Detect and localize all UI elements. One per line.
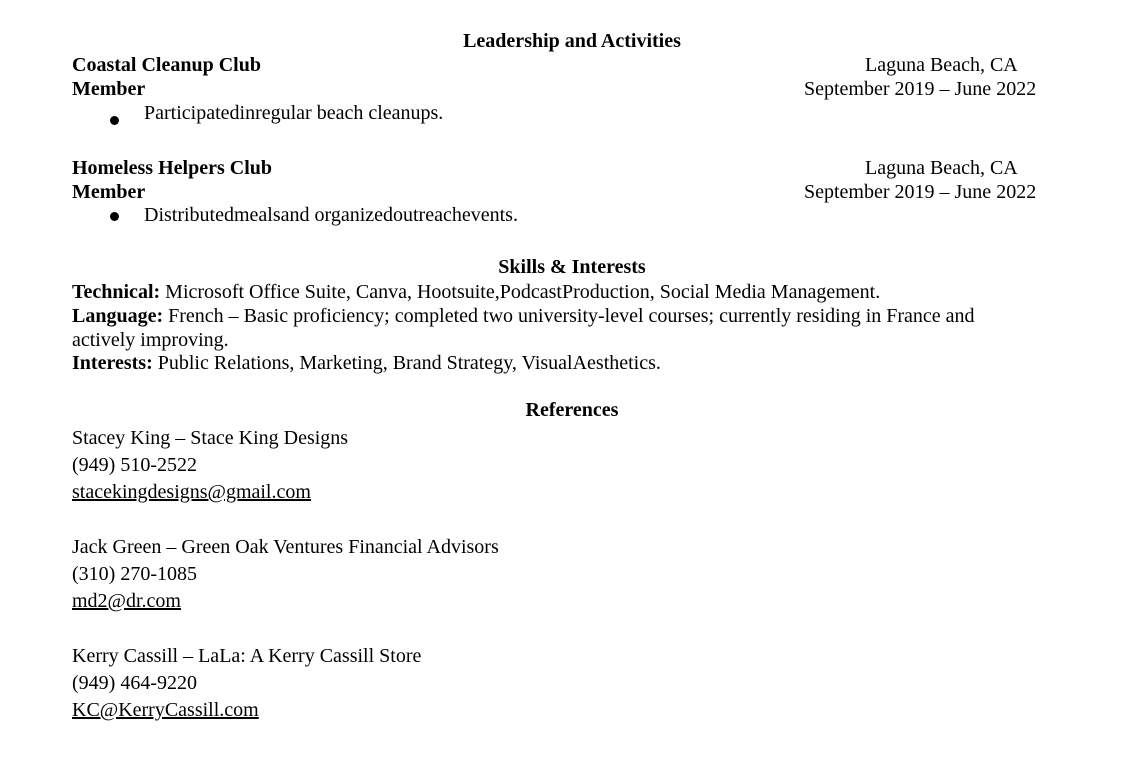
language-label: Language:	[72, 305, 164, 327]
org-name: Homeless Helpers Club	[72, 157, 272, 179]
technical-line	[72, 281, 880, 304]
role-title: Member	[72, 181, 146, 203]
role-title: Member	[72, 78, 146, 100]
language-line-2: actively improving.	[72, 329, 229, 351]
skills-heading: Skills & Interests	[498, 256, 646, 278]
interests-text: Public Relations, Marketing, Brand Strategy, VisualAesthetics.	[152, 352, 661, 374]
org-dates: September 2019 – June 2022	[804, 181, 1037, 203]
bullet-text: Distributedmealsand organizedoutreachevents.	[144, 204, 518, 226]
bullet-icon	[110, 116, 119, 125]
language-text: French – Basic proficiency; completed two university-level courses; currently residing in France and	[163, 305, 975, 327]
org-location: Laguna Beach, CA	[865, 157, 1018, 179]
references-heading: References	[525, 399, 619, 421]
interests-line	[72, 352, 661, 375]
reference-phone: (949) 510-2522	[72, 454, 197, 476]
org-location: Laguna Beach, CA	[865, 54, 1018, 76]
org-dates: September 2019 – June 2022	[804, 78, 1037, 100]
reference-name: Kerry Cassill – LaLa: A Kerry Cassill Store	[72, 645, 422, 667]
reference-name: Jack Green – Green Oak Ventures Financial Advisors	[72, 536, 499, 558]
reference-email-link[interactable]: KC@KerryCassill.com	[72, 699, 259, 721]
reference-email-link[interactable]: stacekingdesigns@gmail.com	[72, 481, 311, 503]
technical-text: Microsoft Office Suite, Canva, Hootsuite,PodcastProduction, Social Media Management.	[160, 281, 881, 303]
bullet-text: Participatedinregular beach cleanups.	[144, 102, 444, 124]
leadership-heading: Leadership and Activities	[463, 30, 681, 52]
technical-label: Technical:	[72, 281, 161, 303]
reference-name: Stacey King – Stace King Designs	[72, 427, 349, 449]
org-name: Coastal Cleanup Club	[72, 54, 261, 76]
reference-email-link[interactable]: md2@dr.com	[72, 590, 181, 612]
reference-phone: (949) 464-9220	[72, 672, 197, 694]
bullet-icon	[110, 212, 119, 221]
interests-label: Interests:	[72, 352, 153, 374]
reference-phone: (310) 270-1085	[72, 563, 197, 585]
language-line	[72, 305, 975, 328]
